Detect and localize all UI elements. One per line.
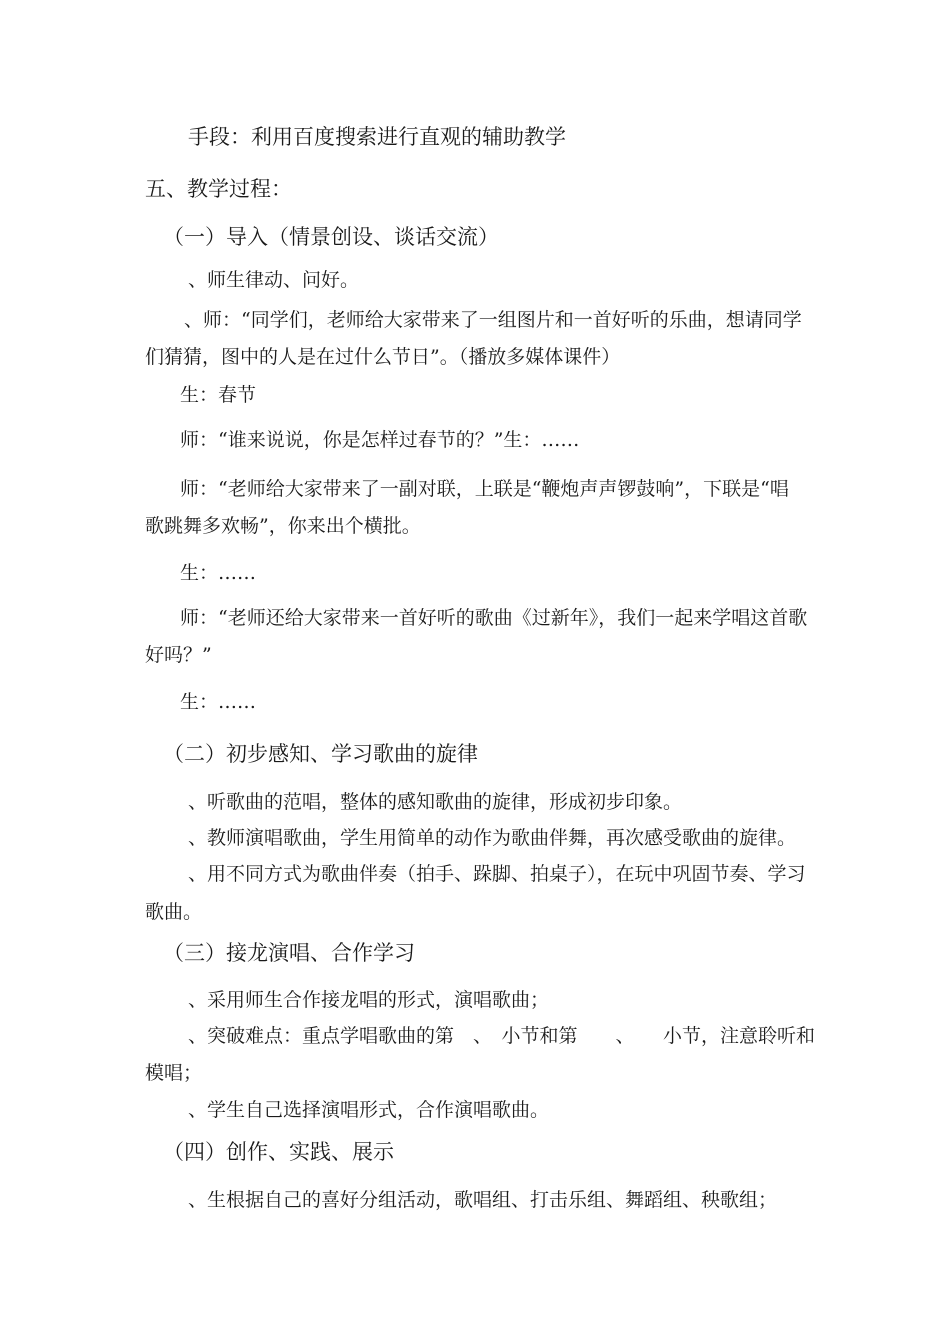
part1-heading: （一）导入（情景创设、谈话交流）	[163, 225, 499, 249]
paragraph: 好吗？”	[145, 644, 212, 666]
paragraph: 、采用师生合作接龙唱的形式，演唱歌曲；	[188, 989, 550, 1011]
part2-heading: （二）初步感知、学习歌曲的旋律	[163, 742, 478, 766]
paragraph: 生：春节	[180, 384, 257, 406]
section-heading: 五、教学过程：	[145, 177, 292, 201]
paragraph: 生：……	[180, 562, 257, 584]
paragraph: 、听歌曲的范唱，整体的感知歌曲的旋律，形成初步印象。	[188, 791, 683, 813]
paragraph: 、师生律动、问好。	[188, 269, 360, 291]
paragraph: 模唱；	[145, 1062, 203, 1084]
paragraph: 、师：“同学们，老师给大家带来了一组图片和一首好听的乐曲，想请同学	[184, 309, 802, 331]
paragraph: 们猜猜，图中的人是在过什么节日”。（播放多媒体课件）	[145, 346, 621, 368]
paragraph: 师：“谁来说说，你是怎样过春节的？”生：……	[180, 429, 580, 451]
paragraph: 、生根据自己的喜好分组活动，歌唱组、打击乐组、舞蹈组、秧歌组；	[188, 1189, 778, 1211]
part3-heading: （三）接龙演唱、合作学习	[163, 941, 415, 965]
paragraph: 、用不同方式为歌曲伴奏（拍手、跺脚、拍桌子），在玩中巩固节奏、学习	[188, 863, 806, 885]
paragraph: 师：“老师还给大家带来一首好听的歌曲《过新年》，我们一起来学唱这首歌	[180, 607, 808, 629]
paragraph: 生：……	[180, 691, 257, 713]
paragraph: 、教师演唱歌曲，学生用简单的动作为歌曲伴舞，再次感受歌曲的旋律。	[188, 827, 797, 849]
means-line: 手段：利用百度搜索进行直观的辅助教学	[188, 125, 566, 149]
paragraph: 师：“老师给大家带来了一副对联，上联是“鞭炮声声锣鼓响”，下联是“唱	[180, 478, 789, 500]
paragraph: 、突破难点：重点学唱歌曲的第 、 小节和第 、 小节，注意聆听和	[188, 1025, 816, 1047]
paragraph: 、学生自己选择演唱形式，合作演唱歌曲。	[188, 1099, 550, 1121]
part4-heading: （四）创作、实践、展示	[163, 1140, 394, 1164]
paragraph: 歌曲。	[145, 901, 203, 923]
paragraph: 歌跳舞多欢畅”，你来出个横批。	[145, 515, 421, 537]
